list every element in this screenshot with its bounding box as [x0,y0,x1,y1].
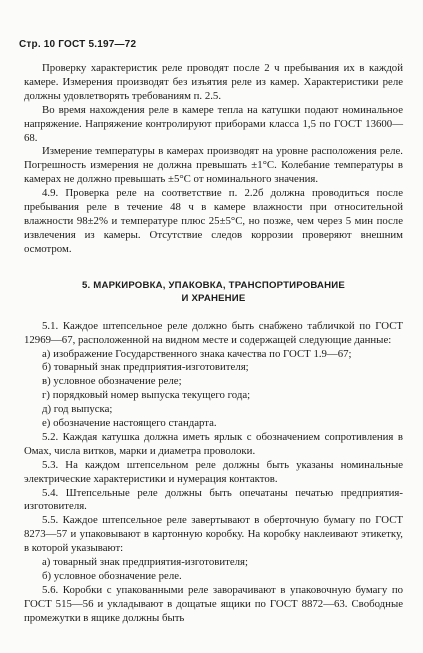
label-list-item-a: а) товарный знак предприятия-изготовителя; [42,556,248,569]
list-item-e: е) обозначение настоящего стандарта. [42,417,217,430]
paragraph-5-1: 5.1. Каждое штепсельное реле должно быть снабжено табличкой по ГОСТ 12969—67, расположенной на видном месте и содержащей следующие данные: [24,319,403,346]
section-heading-line1: 5. МАРКИРОВКА, УПАКОВКА, ТРАНСПОРТИРОВАНИЕ [82,279,345,291]
paragraph-5-3: 5.3. На каждом штепсельном реле должны быть указаны номинальные электрические характеристики и нумерация контактов. [24,458,403,485]
paragraph-heat-chamber: Во время нахождения реле в камере тепла на катушки подают номинальное напряжение. Напряжение контролируют приборами класса 1,5 по ГОСТ 13600—68. [24,103,403,144]
list-item-a: а) изображение Государственного знака качества по ГОСТ 1.9—67; [42,347,352,360]
section-heading-line2: И ХРАНЕНИЕ [181,293,246,305]
list-item-d: д) год выпуска; [42,403,113,416]
label-list-item-b: б) условное обозначение реле. [42,570,182,582]
list-item-v: в) условное обозначение реле; [42,375,182,388]
paragraph-5-6: 5.6. Коробки с упакованными реле заворачивают в упаковочную бумагу по ГОСТ 515—56 и укладывают в дощатые ящики по ГОСТ 8872—63. Свободные промежутки в ящике должны быть [24,583,403,624]
list-item-g: г) порядковый номер выпуска текущего года; [42,389,251,402]
paragraph-4-9: 4.9. Проверка реле на соответствие п. 2.2б должна проводиться после пребывания реле в течение 48 ч в камере влажности при относительной влажности 98±2% и температуре плюс 25±5°С, но позже, чем через 5 мин после извлечения из камеры. Отсутствие следов коррозии проверяют внешним осмотром. [24,187,403,255]
paragraph-temperature-measurement: Измерение температуры в камерах производят на уровне расположения реле. Погрешность измерения не должна превышать ±1°С. Колебание температуры в камерах не должно превышать ±5°С от номинального значения. [24,145,403,186]
paragraph-5-2: 5.2. Каждая катушка должна иметь ярлык с обозначением сопротивления в Омах, числа витков, марки и диаметра проволоки. [24,430,403,457]
paragraph-check-characteristics: Проверку характеристик реле проводят после 2 ч пребывания их в каждой камере. Измерения производят без изъятия реле из камер. Характеристики реле должны удовлетворять требованиям п. 2.5. [24,62,403,102]
body-text [24,62,403,626]
list-item-b: б) товарный знак предприятия-изготовителя; [42,361,249,374]
running-head: Стр. 10 ГОСТ 5.197—72 [19,39,137,50]
paragraph-5-5: 5.5. Каждое штепсельное реле завертывают в оберточную бумагу по ГОСТ 8273—57 и упаковывают в картонную коробку. На коробку наклеивают этикетку, в которой указывают: [24,514,403,555]
paragraph-5-4: 5.4. Штепсельные реле должны быть опечатаны печатью предприятия-изготовителя. [24,486,403,513]
